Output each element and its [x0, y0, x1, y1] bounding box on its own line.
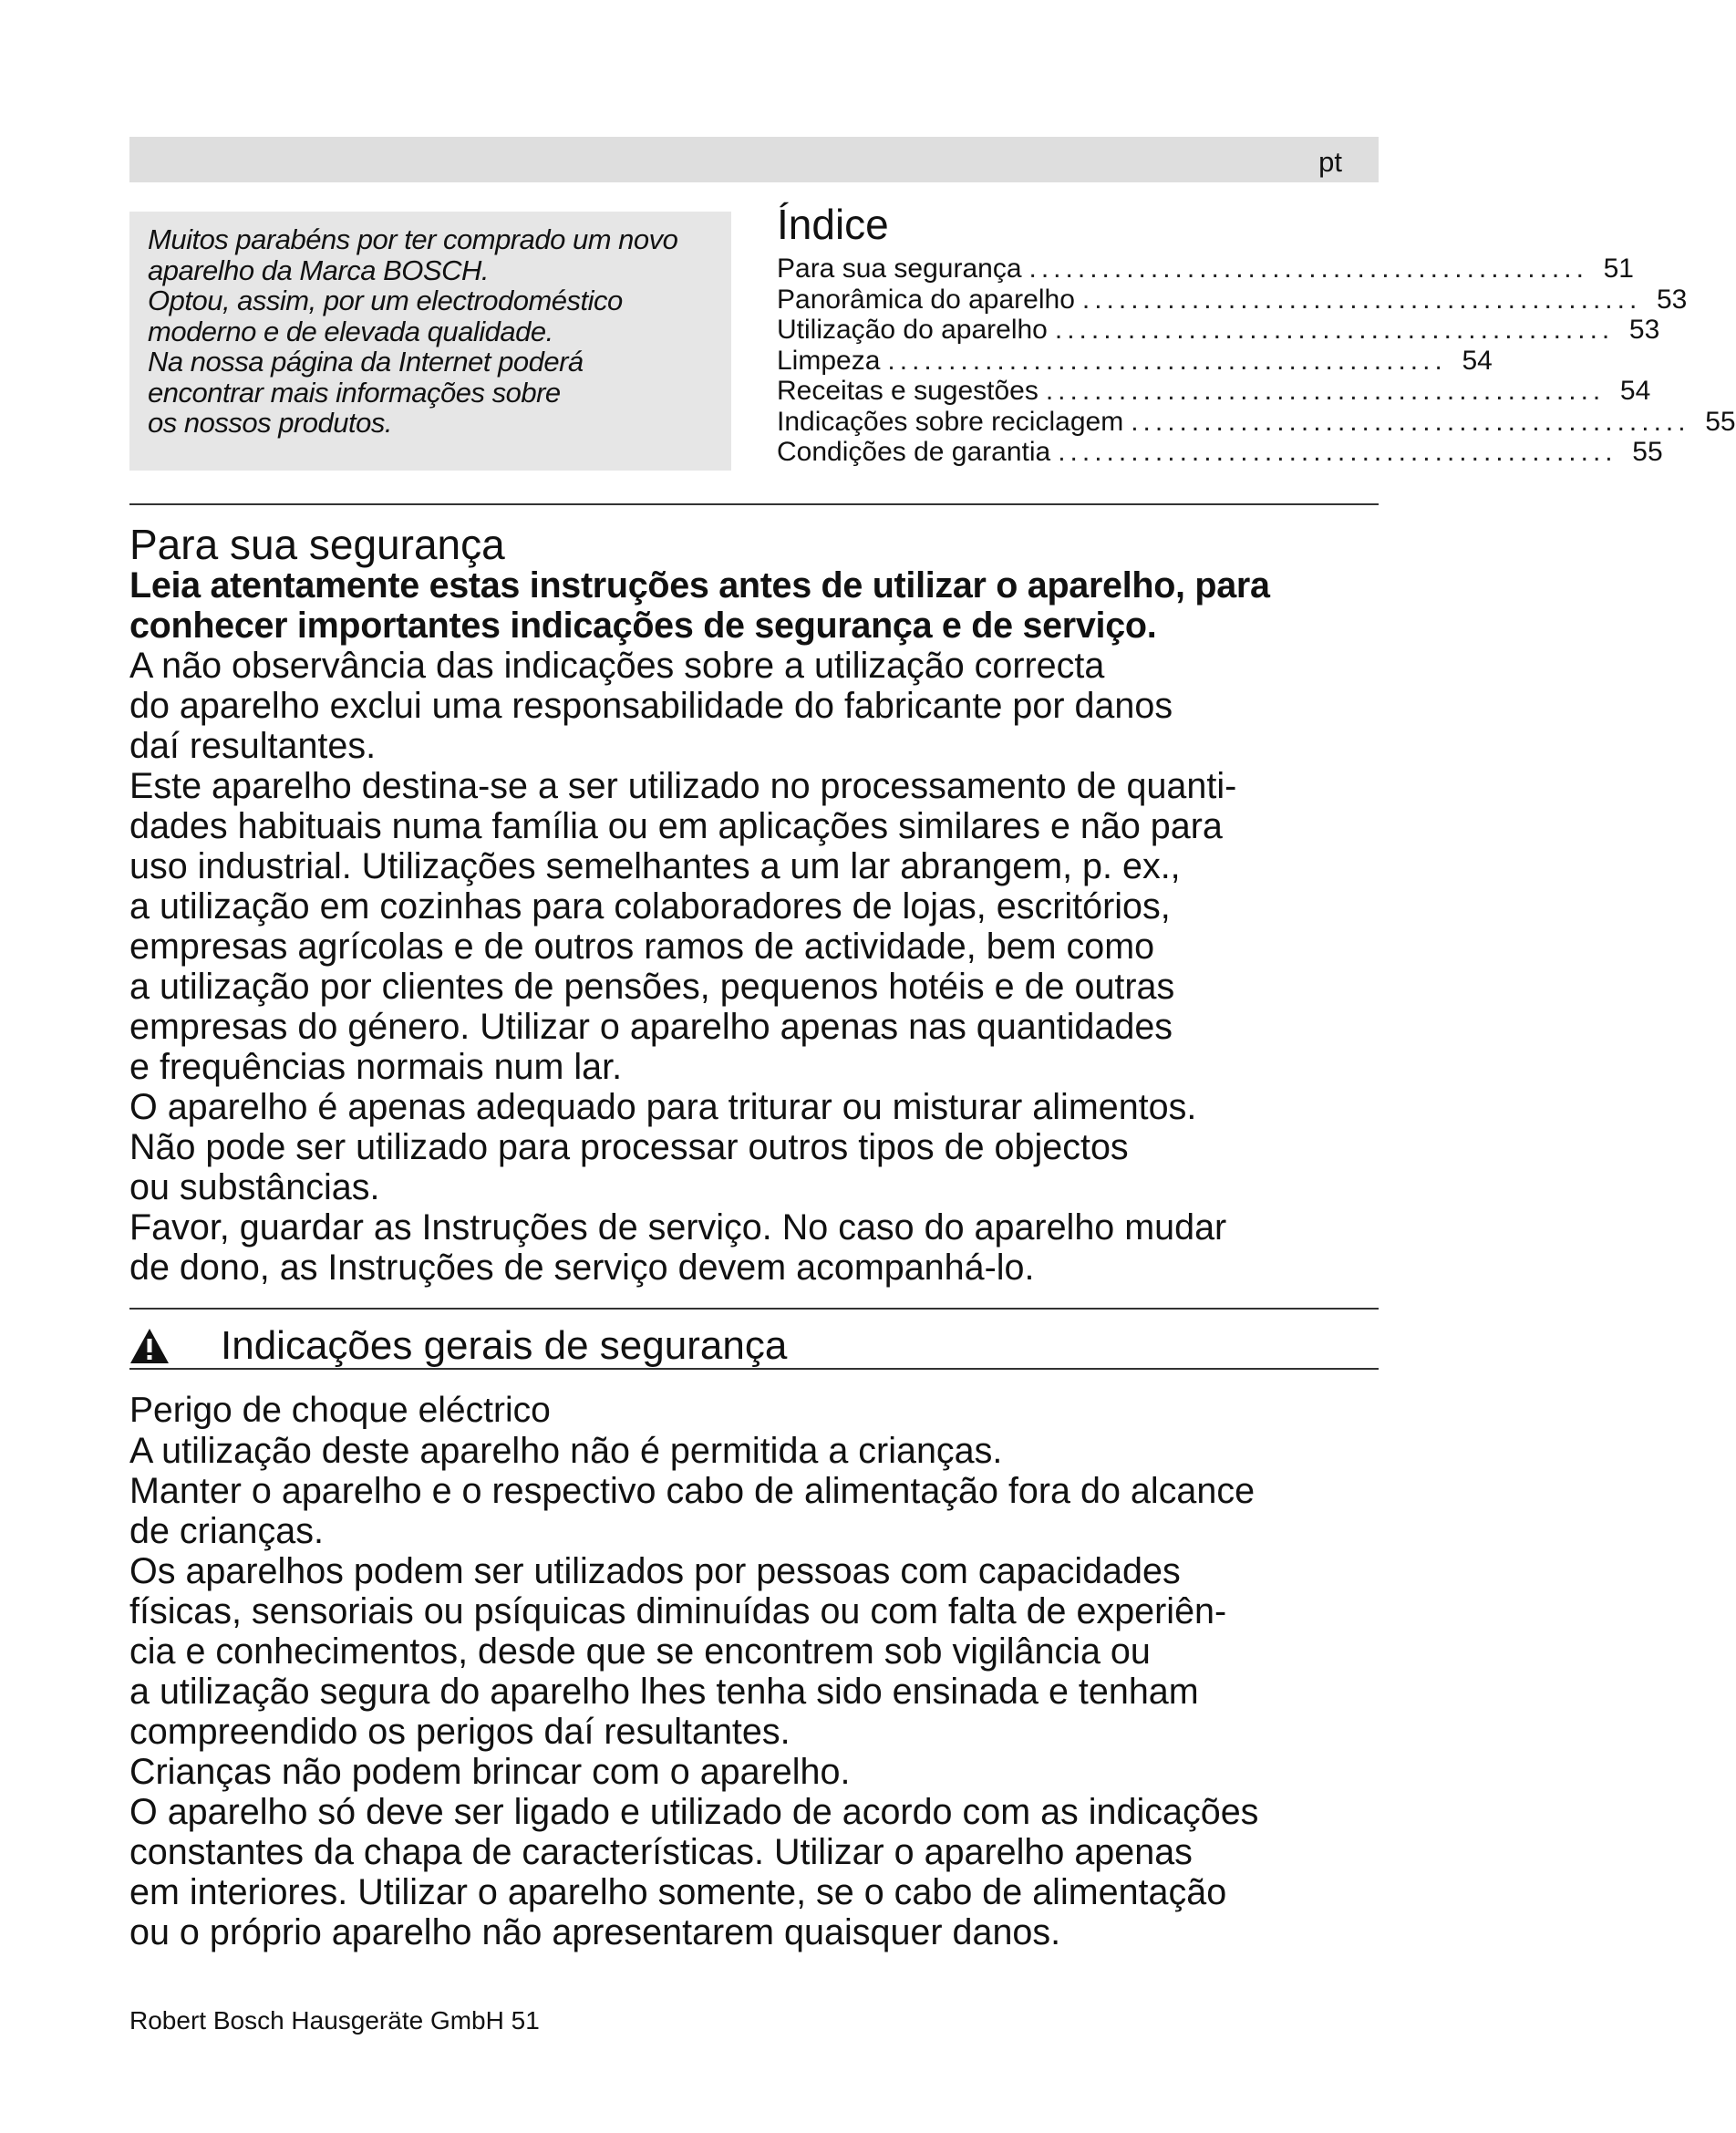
body-line: a utilização segura do aparelho lhes tenha sido ensinada e tenham: [129, 1672, 1199, 1712]
body-line: Os aparelhos podem ser utilizados por pessoas com capacidades: [129, 1551, 1181, 1591]
body-line: Favor, guardar as Instruções de serviço. No caso do aparelho mudar: [129, 1207, 1227, 1248]
general-safety-title: Indicações gerais de segurança: [221, 1323, 788, 1368]
body-line: empresas do género. Utilizar o aparelho apenas nas quantidades: [129, 1007, 1173, 1047]
body-line: Não pode ser utilizado para processar outros tipos de objectos: [129, 1127, 1129, 1167]
toc-leader-dots: ..............................................: [1131, 406, 1690, 437]
body-line: do aparelho exclui uma responsabilidade do fabricante por danos: [129, 686, 1173, 726]
toc-item-label: Panorâmica do aparelho: [777, 284, 1075, 315]
toc-item[interactable]: [777, 254, 1634, 285]
toc-item-label: Indicações sobre reciclagem: [777, 406, 1124, 437]
body-line: A não observância das indicações sobre a utilização correcta: [129, 646, 1105, 686]
body-line: de crianças.: [129, 1511, 324, 1551]
body-line: constantes da chapa de características. Utilizar o aparelho apenas: [129, 1832, 1193, 1872]
general-safety-body: [129, 1431, 1406, 1952]
intro-instruction-line: Leia atentamente estas instruções antes de utilizar o aparelho, para: [129, 565, 1270, 606]
body-line: Crianças não podem brincar com o aparelho.: [129, 1752, 851, 1792]
language-tag: pt: [1318, 146, 1342, 178]
toc-item-page: 53: [1656, 284, 1688, 315]
safety-body: [129, 565, 1406, 1288]
toc-item-page: 53: [1628, 315, 1660, 345]
toc-item[interactable]: [777, 406, 1736, 438]
electric-shock-subheading: Perigo de choque eléctrico: [129, 1391, 551, 1430]
body-line: físicas, sensoriais ou psíquicas diminuídas ou com falta de experiên-: [129, 1591, 1227, 1631]
intro-line: os nossos produtos.: [148, 407, 392, 439]
intro-line: aparelho da Marca BOSCH.: [148, 254, 489, 286]
toc-leader-dots: ..............................................: [887, 345, 1447, 376]
toc-item[interactable]: [777, 437, 1663, 468]
toc-item-page: 55: [1705, 406, 1736, 437]
body-line: de dono, as Instruções de serviço devem acompanhá-lo.: [129, 1248, 1035, 1288]
body-line: ou substâncias.: [129, 1167, 380, 1207]
body-line: Manter o aparelho e o respectivo cabo de alimentação fora do alcance: [129, 1471, 1256, 1511]
toc-leader-dots: ..............................................: [1054, 315, 1615, 345]
body-line: em interiores. Utilizar o aparelho somente, se o cabo de alimentação: [129, 1872, 1227, 1912]
toc-leader-dots: ..............................................: [1045, 376, 1606, 406]
intro-instruction-line: conhecer importantes indicações de segurança e de serviço.: [129, 606, 1157, 646]
toc-item-label: Receitas e sugestões: [777, 376, 1038, 406]
toc-item[interactable]: [777, 376, 1651, 407]
intro-line: Optou, assim, por um electrodoméstico: [148, 285, 623, 316]
body-line: O aparelho só deve ser ligado e utilizado de acordo com as indicações: [129, 1792, 1259, 1832]
body-line: uso industrial. Utilizações semelhantes a um lar abrangem, p. ex.,: [129, 846, 1181, 886]
toc-item-label: Para sua segurança: [777, 254, 1022, 284]
toc-item[interactable]: [777, 284, 1688, 316]
body-line: compreendido os perigos daí resultantes.: [129, 1712, 790, 1752]
body-line: a utilização por clientes de pensões, pequenos hotéis e de outras: [129, 967, 1175, 1007]
section-divider: [129, 503, 1379, 505]
body-line: a utilização em cozinhas para colaboradores de lojas, escritórios,: [129, 886, 1171, 927]
body-line: empresas agrícolas e de outros ramos de actividade, bem como: [129, 927, 1155, 967]
toc-item-label: Limpeza: [777, 345, 881, 376]
general-safety-heading: [129, 1324, 1379, 1368]
table-of-contents: [777, 199, 1736, 468]
toc-item-label: Utilização do aparelho: [777, 315, 1048, 345]
toc-item-page: 54: [1619, 376, 1651, 406]
toc-item-label: Condições de garantia: [777, 437, 1051, 467]
toc-leader-dots: ..............................................: [1058, 437, 1617, 467]
toc-item-page: 55: [1632, 437, 1663, 467]
body-line: A utilização deste aparelho não é permitida a crianças.: [129, 1431, 1003, 1471]
toc-title: Índice: [777, 201, 889, 248]
header-bar: [129, 137, 1379, 182]
toc-item[interactable]: [777, 315, 1660, 346]
warning-triangle-icon: [129, 1328, 170, 1364]
section-heading-safety: Para sua segurança: [129, 521, 505, 568]
toc-item[interactable]: [777, 345, 1493, 377]
section-divider: [129, 1308, 1379, 1310]
section-divider: [129, 1368, 1379, 1370]
toc-item-page: 51: [1603, 254, 1634, 284]
intro-line: Muitos parabéns por ter comprado um novo: [148, 223, 678, 255]
body-line: O aparelho é apenas adequado para triturar ou misturar alimentos.: [129, 1087, 1197, 1127]
body-line: daí resultantes.: [129, 726, 377, 766]
toc-leader-dots: ..............................................: [1081, 284, 1642, 315]
intro-line: moderno e de elevada qualidade.: [148, 315, 553, 347]
body-line: e frequências normais num lar.: [129, 1047, 623, 1087]
intro-line: Na nossa página da Internet poderá: [148, 346, 584, 378]
toc-leader-dots: ..............................................: [1028, 254, 1588, 284]
page-footer: Robert Bosch Hausgeräte GmbH 51: [129, 2006, 540, 2035]
intro-line: encontrar mais informações sobre: [148, 376, 561, 409]
body-line: ou o próprio aparelho não apresentarem quaisquer danos.: [129, 1912, 1061, 1952]
body-line: Este aparelho destina-se a ser utilizado no processamento de quanti-: [129, 766, 1237, 806]
intro-box: [129, 212, 731, 471]
toc-item-page: 54: [1462, 345, 1493, 376]
body-line: dades habituais numa família ou em aplicações similares e não para: [129, 806, 1223, 846]
body-line: cia e conhecimentos, desde que se encontrem sob vigilância ou: [129, 1631, 1151, 1672]
